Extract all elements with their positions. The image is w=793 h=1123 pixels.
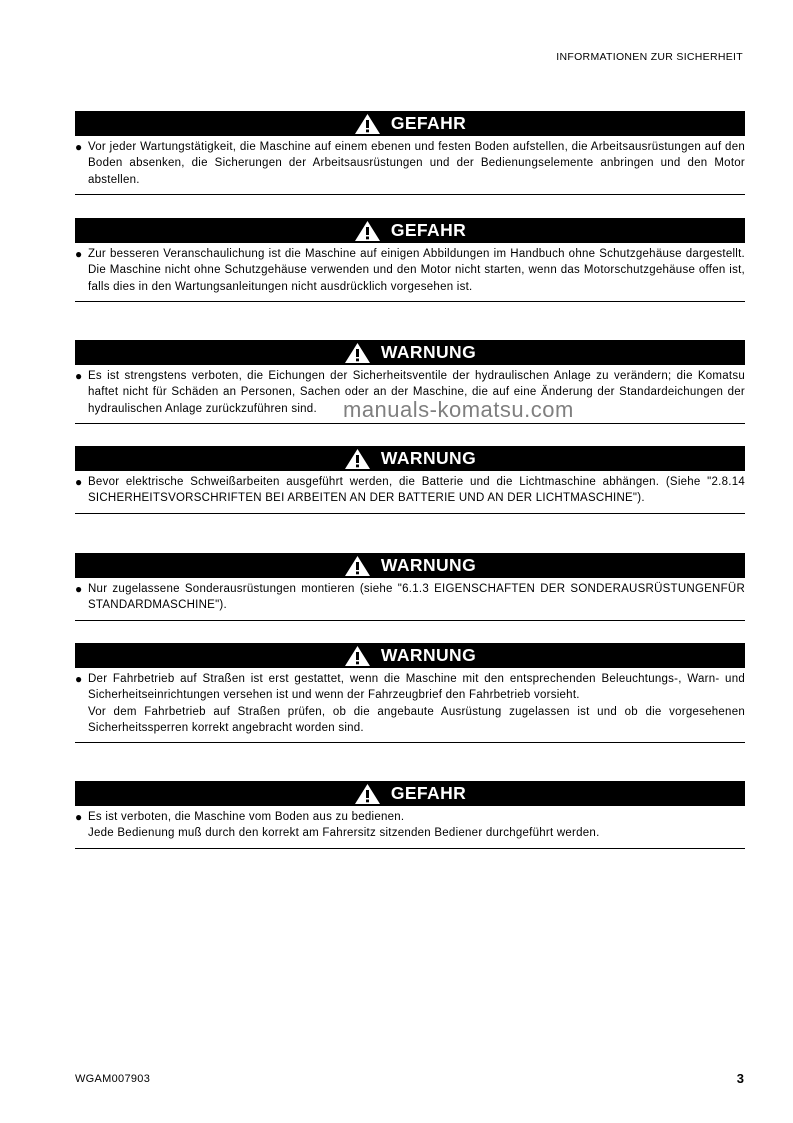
page-number: 3 xyxy=(736,1071,744,1086)
section-title: INFORMATIONEN ZUR SICHERHEIT xyxy=(556,51,743,63)
warning-triangle-icon xyxy=(354,220,381,242)
warning-band xyxy=(75,340,745,365)
bullet: ● xyxy=(75,582,83,596)
warning-triangle-icon xyxy=(344,555,371,577)
safety-block-warnung xyxy=(75,446,745,514)
warning-band xyxy=(75,643,745,668)
document-code: WGAM007903 xyxy=(75,1073,151,1085)
danger-band xyxy=(75,781,745,806)
safety-block-gefahr xyxy=(75,111,745,195)
safety-text xyxy=(75,136,745,194)
watermark: manuals-komatsu.com xyxy=(343,397,574,422)
paragraph: Es ist strengstens verboten, die Eichungen der Sicherheitsventile der hydraulischen Anlage zu verändern; die Komatsu haftet nicht für Schäden an Personen, Sachen oder an der Maschine, die auf eine Änderung der Standardeichungen der hydraulischen Anlage zurückzuführen sind. xyxy=(88,370,745,415)
bullet: ● xyxy=(75,369,83,383)
safety-text xyxy=(75,243,745,301)
band-label: WARNUNG xyxy=(380,342,477,362)
warning-triangle-icon xyxy=(344,448,371,470)
paragraph: Bevor elektrische Schweißarbeiten ausgeführt werden, die Batterie und die Lichtmaschine abhängen. (Siehe "2.8.14 SICHERHEITSVORSCHRIFTEN BEI ARBEITEN AN DER BATTERIE UND AN DER LICHTMASCHINE"). xyxy=(88,476,745,505)
band-label: WARNUNG xyxy=(380,448,477,468)
warning-triangle-icon xyxy=(354,113,381,135)
warning-triangle-icon xyxy=(344,342,371,364)
band-label: WARNUNG xyxy=(380,555,477,575)
warning-triangle-icon xyxy=(344,645,371,667)
paragraph: Nur zugelassene Sonderausrüstungen montieren (siehe "6.1.3 EIGENSCHAFTEN DER SONDERAUSRÜSTUNGENFÜR STANDARDMASCHINE"). xyxy=(88,583,745,612)
paragraph: Zur besseren Veranschaulichung ist die Maschine auf einigen Abbildungen im Handbuch ohne Schutzgehäuse dargestellt. Die Maschine nicht ohne Schutzgehäuse verwenden und den Motor nicht starten, wenn das Motorschutzgehäuse offen ist, falls dies in den Wartungsanleitungen nicht ausdrücklich vorgesehen ist. xyxy=(88,248,745,293)
bullet: ● xyxy=(75,810,83,824)
band-label: GEFAHR xyxy=(390,113,467,133)
paragraph: Vor dem Fahrbetrieb auf Straßen prüfen, ob die angebaute Ausrüstung zugelassen ist und ob die vorgesehenen Sicherheitssperren korrekt angebracht worden sind. xyxy=(88,705,745,734)
band-label: GEFAHR xyxy=(390,220,467,240)
bullet: ● xyxy=(75,475,83,489)
safety-block-warnung xyxy=(75,643,745,743)
paragraph: Der Fahrbetrieb auf Straßen ist erst gestattet, wenn die Maschine mit den entsprechenden Beleuchtungs-, Warn- und Sicherheitseinrichtungen versehen ist und wenn der Fahrzeugbrief den Fahrbetrieb vorsieht. xyxy=(88,673,745,702)
band-label: WARNUNG xyxy=(380,645,477,665)
safety-text xyxy=(75,365,745,423)
warning-triangle-icon xyxy=(354,783,381,805)
safety-text xyxy=(75,806,745,848)
danger-band xyxy=(75,111,745,136)
danger-band xyxy=(75,218,745,243)
band-label: GEFAHR xyxy=(390,783,467,803)
safety-text xyxy=(75,668,745,742)
warning-band xyxy=(75,553,745,578)
safety-block-warnung xyxy=(75,553,745,621)
safety-block-gefahr xyxy=(75,218,745,302)
paragraph: Vor jeder Wartungstätigkeit, die Maschine auf einem ebenen und festen Boden aufstellen, die Arbeitsausrüstungen auf den Boden absenken, die Sicherungen der Arbeitsausrüstungen und der Bedienungselemente anbringen und den Motor abstellen. xyxy=(88,141,745,186)
paragraph: Jede Bedienung muß durch den korrekt am Fahrersitz sitzenden Bediener durchgeführt werden. xyxy=(88,827,600,840)
safety-text xyxy=(75,471,745,513)
safety-block-warnung xyxy=(75,340,745,424)
warning-band xyxy=(75,446,745,471)
bullet: ● xyxy=(75,672,83,686)
paragraph: Es ist verboten, die Maschine vom Boden aus zu bedienen. xyxy=(88,811,405,823)
safety-block-gefahr xyxy=(75,781,745,849)
bullet: ● xyxy=(75,140,83,154)
bullet: ● xyxy=(75,247,83,261)
safety-text xyxy=(75,578,745,620)
